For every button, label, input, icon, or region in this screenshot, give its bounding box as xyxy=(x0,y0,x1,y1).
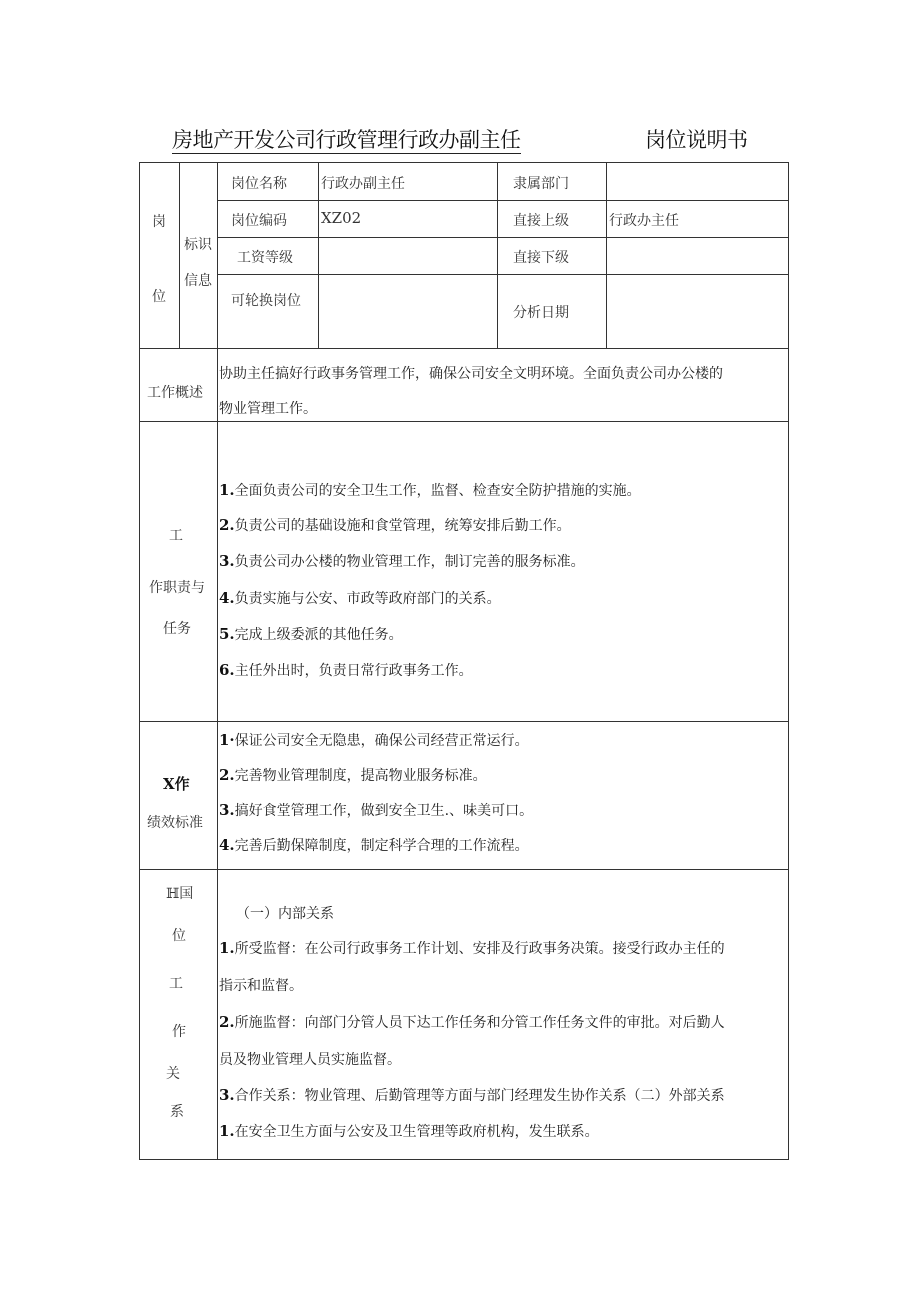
relations-line: 1.所受监督：在公司行政事务工作计划、安排及行政事务决策。接受行政办主任的 xyxy=(219,939,725,957)
overview-line: 物业管理工作。 xyxy=(219,401,317,417)
duty-item: 3.负责公司办公楼的物业管理工作，制订完善的服务标准。 xyxy=(219,552,585,570)
divider xyxy=(139,348,789,349)
duty-item: 6.主任外出时，负责日常行政事务工作。 xyxy=(219,661,473,679)
value-direct-superior: 行政办主任 xyxy=(609,213,679,229)
duty-item: 5.完成上级委派的其他任务。 xyxy=(219,625,403,643)
divider xyxy=(179,162,180,348)
section-label-wei: 位 xyxy=(152,289,166,305)
divider xyxy=(318,162,319,348)
duties-label-a: 工 xyxy=(169,528,183,544)
value-position-name: 行政办副主任 xyxy=(321,176,405,192)
label-position-code: 岗位编码 xyxy=(231,213,287,229)
document-title-suffix: 岗位说明书 xyxy=(645,128,748,152)
divider xyxy=(217,162,218,1160)
relations-line: 2.所施监督：向部门分管人员下达工作任务和分管工作任务文件的审批。对后勤人 xyxy=(219,1013,725,1031)
relations-line: 员及物业管理人员实施监督。 xyxy=(219,1052,401,1068)
relations-line: 指示和监督。 xyxy=(219,978,303,994)
label-rotation-position: 可轮换岗位 xyxy=(231,293,301,309)
divider xyxy=(217,274,789,275)
performance-label-b: 绩效标准 xyxy=(147,815,203,831)
divider xyxy=(217,200,789,201)
divider xyxy=(217,237,789,238)
label-department: 隶属部门 xyxy=(513,176,569,192)
performance-item: 1·保证公司安全无隐患，确保公司经营正常运行。 xyxy=(219,731,529,749)
relations-label-char: 关 xyxy=(166,1066,180,1082)
section-label-gang: 岗 xyxy=(152,214,166,230)
duty-item: 4.负责实施与公安、市政等政府部门的关系。 xyxy=(219,589,501,607)
divider xyxy=(139,421,789,422)
duties-label-c: 任务 xyxy=(163,621,191,637)
divider xyxy=(139,869,789,870)
document-title-main: 房地产开发公司行政管理行政办副主任 xyxy=(172,128,521,152)
relations-line: 1.在安全卫生方面与公安及卫生管理等政府机构，发生联系。 xyxy=(219,1122,599,1140)
performance-label-a: X作 xyxy=(163,775,190,793)
label-position-name: 岗位名称 xyxy=(231,176,287,192)
overview-label: 工作概述 xyxy=(147,385,203,401)
relations-label-char: 位 xyxy=(172,928,186,944)
performance-item: 3.搞好食堂管理工作，做到安全卫生.、味美可口。 xyxy=(219,801,534,819)
duty-item: 1.全面负责公司的安全卫生工作，监督、检查安全防护措施的实施。 xyxy=(219,481,641,499)
label-direct-subordinate: 直接下级 xyxy=(513,250,569,266)
performance-item: 4.完善后勤保障制度，制定科学合理的工作流程。 xyxy=(219,836,529,854)
value-position-code: XZ02 xyxy=(321,209,362,227)
relations-heading: （一）内部关系 xyxy=(236,906,334,922)
relations-label-char: 工 xyxy=(169,976,183,992)
sub-label-biaoshi: 标识 xyxy=(184,237,212,253)
label-direct-superior: 直接上级 xyxy=(513,213,569,229)
relations-line: 3.合作关系：物业管理、后勤管理等方面与部门经理发生协作关系（二）外部关系 xyxy=(219,1086,725,1104)
sub-label-xinxi: 信息 xyxy=(184,273,212,289)
divider xyxy=(497,162,498,348)
divider xyxy=(139,721,789,722)
overview-line: 协助主任搞好行政事务管理工作，确保公司安全文明环境。全面负责公司办公楼的 xyxy=(219,366,723,382)
divider xyxy=(606,162,607,348)
label-analysis-date: 分析日期 xyxy=(513,305,569,321)
relations-label-char: ℍ国 xyxy=(166,886,194,902)
performance-item: 2.完善物业管理制度，提高物业服务标准。 xyxy=(219,766,487,784)
duty-item: 2.负责公司的基础设施和食堂管理，统筹安排后勤工作。 xyxy=(219,516,571,534)
relations-label-char: 作 xyxy=(172,1024,186,1040)
duties-label-b: 作职责与 xyxy=(149,580,205,596)
relations-label-char: 系 xyxy=(170,1104,184,1120)
document-title xyxy=(172,124,521,154)
label-salary-grade: 工资等级 xyxy=(237,250,293,266)
